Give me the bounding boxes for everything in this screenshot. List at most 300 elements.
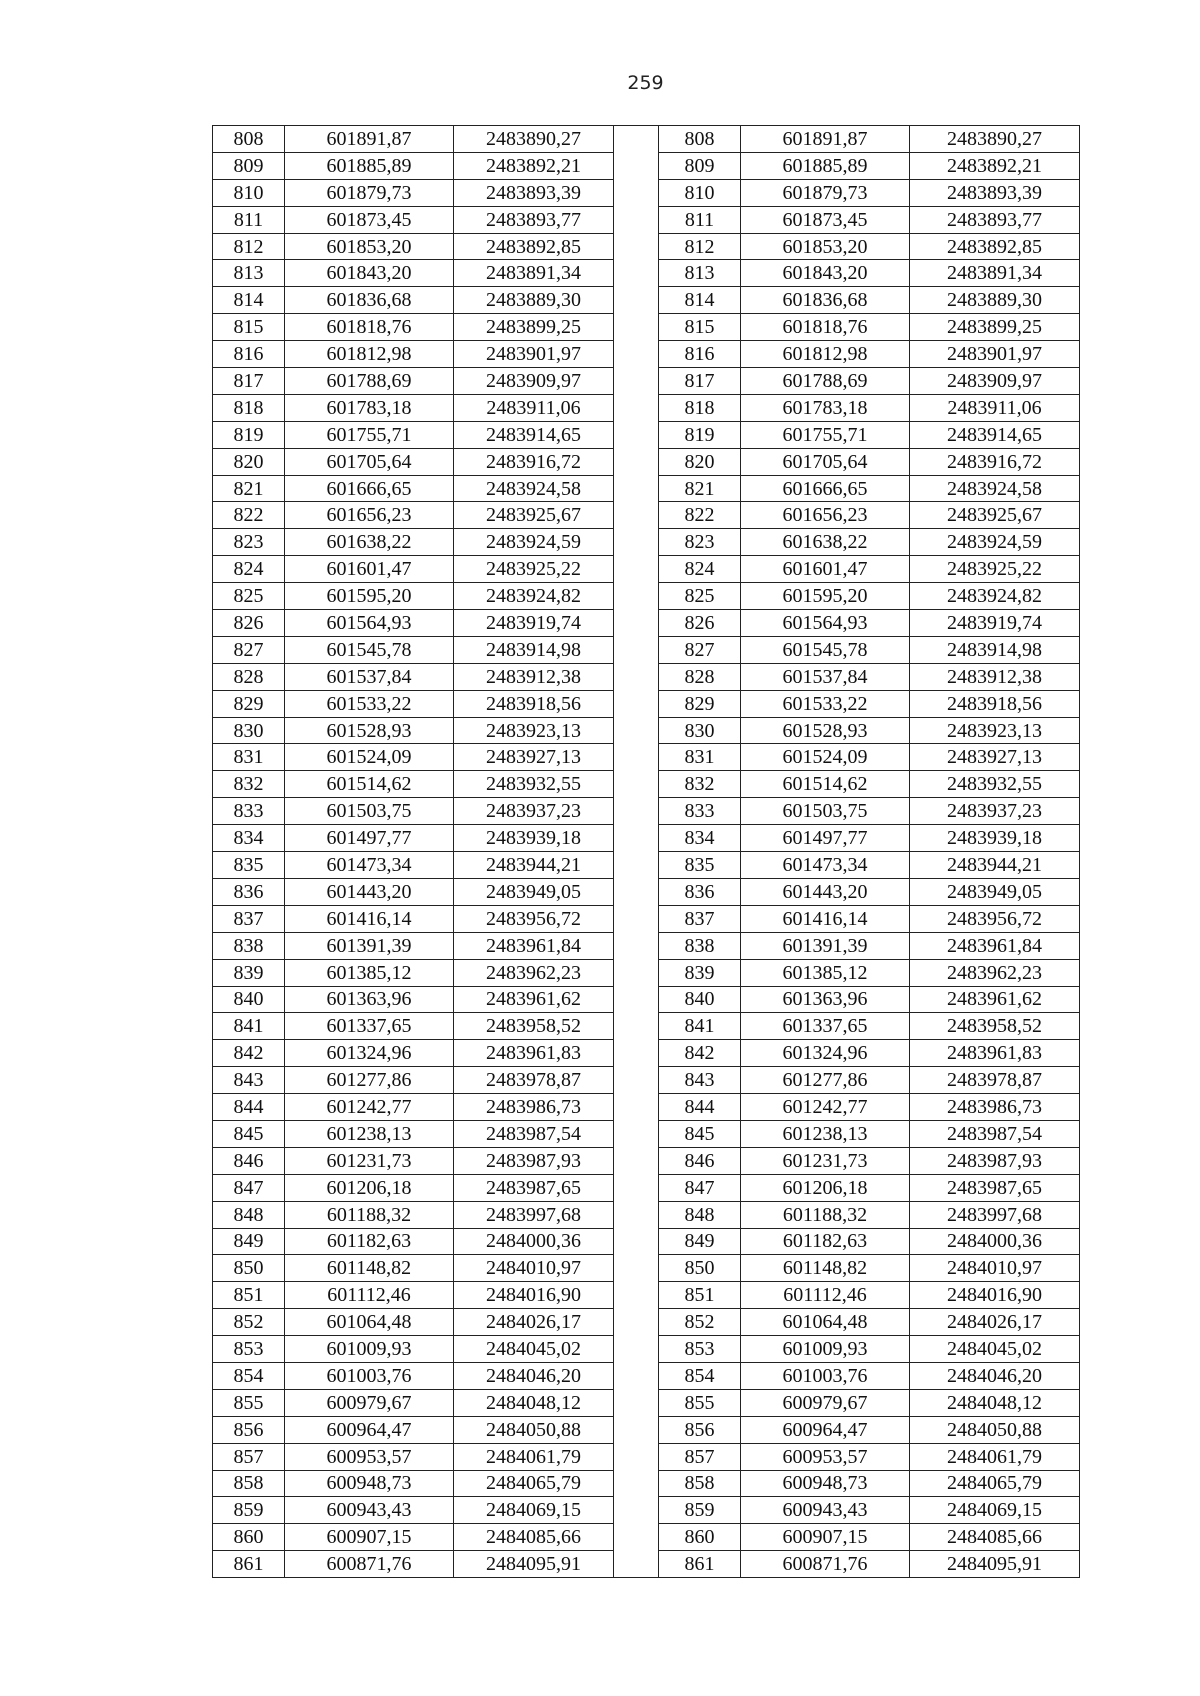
coordinates-table	[212, 125, 1080, 1578]
point-number-right-cell: 850	[659, 1255, 741, 1282]
y-coordinate-right-cell: 2483893,77	[910, 206, 1080, 233]
table-row	[213, 1120, 1080, 1147]
point-number-right-cell: 822	[659, 502, 741, 529]
y-coordinate-right-cell: 2483924,58	[910, 475, 1080, 502]
x-coordinate-left-cell: 601564,93	[285, 610, 454, 637]
y-coordinate-left-cell: 2483914,65	[454, 421, 614, 448]
y-coordinate-right-cell: 2483893,39	[910, 179, 1080, 206]
y-coordinate-right-cell: 2483924,59	[910, 529, 1080, 556]
table-row	[213, 932, 1080, 959]
point-number-left-cell: 842	[213, 1040, 285, 1067]
point-number-right-cell: 816	[659, 341, 741, 368]
point-number-right-cell: 826	[659, 610, 741, 637]
x-coordinate-left-cell: 600953,57	[285, 1443, 454, 1470]
point-number-right-cell: 829	[659, 690, 741, 717]
point-number-left-cell: 822	[213, 502, 285, 529]
y-coordinate-left-cell: 2483924,58	[454, 475, 614, 502]
y-coordinate-right-cell: 2483889,30	[910, 287, 1080, 314]
y-coordinate-left-cell: 2484061,79	[454, 1443, 614, 1470]
y-coordinate-left-cell: 2483889,30	[454, 287, 614, 314]
y-coordinate-left-cell: 2483916,72	[454, 448, 614, 475]
y-coordinate-left-cell: 2483927,13	[454, 744, 614, 771]
x-coordinate-left-cell: 601755,71	[285, 421, 454, 448]
y-coordinate-right-cell: 2484069,15	[910, 1497, 1080, 1524]
x-coordinate-left-cell: 601416,14	[285, 905, 454, 932]
x-coordinate-right-cell: 601009,93	[741, 1336, 910, 1363]
column-gap	[614, 529, 659, 556]
point-number-left-cell: 815	[213, 314, 285, 341]
point-number-left-cell: 821	[213, 475, 285, 502]
y-coordinate-right-cell: 2484050,88	[910, 1416, 1080, 1443]
x-coordinate-left-cell: 601853,20	[285, 233, 454, 260]
y-coordinate-left-cell: 2483892,85	[454, 233, 614, 260]
column-gap	[614, 798, 659, 825]
point-number-right-cell: 842	[659, 1040, 741, 1067]
y-coordinate-right-cell: 2483914,98	[910, 636, 1080, 663]
y-coordinate-right-cell: 2483901,97	[910, 341, 1080, 368]
column-gap	[614, 744, 659, 771]
table-row	[213, 1147, 1080, 1174]
x-coordinate-right-cell: 601242,77	[741, 1094, 910, 1121]
column-gap	[614, 502, 659, 529]
x-coordinate-right-cell: 601238,13	[741, 1120, 910, 1147]
y-coordinate-right-cell: 2484016,90	[910, 1282, 1080, 1309]
column-gap	[614, 1174, 659, 1201]
point-number-right-cell: 820	[659, 448, 741, 475]
y-coordinate-right-cell: 2484095,91	[910, 1551, 1080, 1578]
point-number-left-cell: 847	[213, 1174, 285, 1201]
point-number-right-cell: 835	[659, 852, 741, 879]
y-coordinate-right-cell: 2484046,20	[910, 1362, 1080, 1389]
x-coordinate-left-cell: 601891,87	[285, 126, 454, 153]
table-row	[213, 1416, 1080, 1443]
column-gap	[614, 1067, 659, 1094]
table-row	[213, 771, 1080, 798]
y-coordinate-left-cell: 2484085,66	[454, 1524, 614, 1551]
table-row	[213, 502, 1080, 529]
y-coordinate-right-cell: 2484061,79	[910, 1443, 1080, 1470]
point-number-right-cell: 847	[659, 1174, 741, 1201]
x-coordinate-left-cell: 601818,76	[285, 314, 454, 341]
point-number-left-cell: 851	[213, 1282, 285, 1309]
table-row	[213, 1067, 1080, 1094]
point-number-right-cell: 839	[659, 959, 741, 986]
column-gap	[614, 1416, 659, 1443]
y-coordinate-right-cell: 2484085,66	[910, 1524, 1080, 1551]
point-number-left-cell: 833	[213, 798, 285, 825]
x-coordinate-right-cell: 600943,43	[741, 1497, 910, 1524]
x-coordinate-right-cell: 600953,57	[741, 1443, 910, 1470]
column-gap	[614, 852, 659, 879]
table-row	[213, 1094, 1080, 1121]
page-number: 259	[627, 72, 664, 94]
y-coordinate-right-cell: 2483944,21	[910, 852, 1080, 879]
y-coordinate-right-cell: 2483932,55	[910, 771, 1080, 798]
point-number-right-cell: 848	[659, 1201, 741, 1228]
point-number-left-cell: 817	[213, 368, 285, 395]
y-coordinate-right-cell: 2483919,74	[910, 610, 1080, 637]
column-gap	[614, 825, 659, 852]
y-coordinate-left-cell: 2483987,65	[454, 1174, 614, 1201]
table-row	[213, 986, 1080, 1013]
column-gap	[614, 152, 659, 179]
point-number-left-cell: 828	[213, 663, 285, 690]
y-coordinate-left-cell: 2484065,79	[454, 1470, 614, 1497]
y-coordinate-right-cell: 2483918,56	[910, 690, 1080, 717]
point-number-right-cell: 830	[659, 717, 741, 744]
x-coordinate-right-cell: 601885,89	[741, 152, 910, 179]
point-number-left-cell: 832	[213, 771, 285, 798]
point-number-right-cell: 827	[659, 636, 741, 663]
y-coordinate-left-cell: 2483890,27	[454, 126, 614, 153]
point-number-right-cell: 857	[659, 1443, 741, 1470]
y-coordinate-left-cell: 2483958,52	[454, 1013, 614, 1040]
x-coordinate-right-cell: 601112,46	[741, 1282, 910, 1309]
point-number-right-cell: 844	[659, 1094, 741, 1121]
point-number-left-cell: 861	[213, 1551, 285, 1578]
y-coordinate-right-cell: 2484048,12	[910, 1389, 1080, 1416]
x-coordinate-left-cell: 601843,20	[285, 260, 454, 287]
x-coordinate-left-cell: 601391,39	[285, 932, 454, 959]
x-coordinate-left-cell: 600948,73	[285, 1470, 454, 1497]
point-number-left-cell: 855	[213, 1389, 285, 1416]
column-gap	[614, 341, 659, 368]
table-row	[213, 610, 1080, 637]
x-coordinate-right-cell: 601473,34	[741, 852, 910, 879]
x-coordinate-right-cell: 601188,32	[741, 1201, 910, 1228]
table-row	[213, 341, 1080, 368]
column-gap	[614, 959, 659, 986]
column-gap	[614, 394, 659, 421]
y-coordinate-right-cell: 2483924,82	[910, 583, 1080, 610]
column-gap	[614, 1282, 659, 1309]
column-gap	[614, 1147, 659, 1174]
x-coordinate-left-cell: 601656,23	[285, 502, 454, 529]
column-gap	[614, 1094, 659, 1121]
y-coordinate-right-cell: 2483961,83	[910, 1040, 1080, 1067]
x-coordinate-left-cell: 601231,73	[285, 1147, 454, 1174]
y-coordinate-right-cell: 2483987,65	[910, 1174, 1080, 1201]
point-number-left-cell: 808	[213, 126, 285, 153]
x-coordinate-right-cell: 601385,12	[741, 959, 910, 986]
point-number-right-cell: 814	[659, 287, 741, 314]
y-coordinate-right-cell: 2483925,67	[910, 502, 1080, 529]
y-coordinate-right-cell: 2483891,34	[910, 260, 1080, 287]
x-coordinate-left-cell: 600979,67	[285, 1389, 454, 1416]
x-coordinate-left-cell: 600943,43	[285, 1497, 454, 1524]
x-coordinate-left-cell: 601242,77	[285, 1094, 454, 1121]
x-coordinate-left-cell: 601537,84	[285, 663, 454, 690]
table-row	[213, 1443, 1080, 1470]
x-coordinate-left-cell: 601595,20	[285, 583, 454, 610]
column-gap	[614, 905, 659, 932]
column-gap	[614, 771, 659, 798]
y-coordinate-left-cell: 2483925,22	[454, 556, 614, 583]
table-row	[213, 690, 1080, 717]
x-coordinate-left-cell: 600907,15	[285, 1524, 454, 1551]
y-coordinate-right-cell: 2483956,72	[910, 905, 1080, 932]
point-number-left-cell: 853	[213, 1336, 285, 1363]
y-coordinate-left-cell: 2483961,62	[454, 986, 614, 1013]
table-row	[213, 1524, 1080, 1551]
column-gap	[614, 717, 659, 744]
x-coordinate-right-cell: 601853,20	[741, 233, 910, 260]
y-coordinate-left-cell: 2484048,12	[454, 1389, 614, 1416]
y-coordinate-left-cell: 2483909,97	[454, 368, 614, 395]
x-coordinate-left-cell: 601879,73	[285, 179, 454, 206]
table-row	[213, 878, 1080, 905]
x-coordinate-right-cell: 601595,20	[741, 583, 910, 610]
x-coordinate-left-cell: 601064,48	[285, 1309, 454, 1336]
column-gap	[614, 260, 659, 287]
y-coordinate-left-cell: 2483961,84	[454, 932, 614, 959]
y-coordinate-right-cell: 2483899,25	[910, 314, 1080, 341]
y-coordinate-left-cell: 2483923,13	[454, 717, 614, 744]
x-coordinate-left-cell: 601385,12	[285, 959, 454, 986]
y-coordinate-left-cell: 2484045,02	[454, 1336, 614, 1363]
x-coordinate-right-cell: 601812,98	[741, 341, 910, 368]
x-coordinate-left-cell: 601206,18	[285, 1174, 454, 1201]
y-coordinate-left-cell: 2483961,83	[454, 1040, 614, 1067]
point-number-left-cell: 827	[213, 636, 285, 663]
point-number-left-cell: 809	[213, 152, 285, 179]
point-number-right-cell: 837	[659, 905, 741, 932]
y-coordinate-left-cell: 2483986,73	[454, 1094, 614, 1121]
point-number-right-cell: 846	[659, 1147, 741, 1174]
point-number-left-cell: 840	[213, 986, 285, 1013]
x-coordinate-right-cell: 601788,69	[741, 368, 910, 395]
point-number-right-cell: 845	[659, 1120, 741, 1147]
column-gap	[614, 368, 659, 395]
x-coordinate-left-cell: 601324,96	[285, 1040, 454, 1067]
table-row	[213, 126, 1080, 153]
y-coordinate-right-cell: 2483892,21	[910, 152, 1080, 179]
table-row	[213, 1362, 1080, 1389]
point-number-right-cell: 856	[659, 1416, 741, 1443]
point-number-left-cell: 848	[213, 1201, 285, 1228]
point-number-left-cell: 850	[213, 1255, 285, 1282]
column-gap	[614, 1443, 659, 1470]
column-gap	[614, 179, 659, 206]
table-row	[213, 448, 1080, 475]
point-number-left-cell: 860	[213, 1524, 285, 1551]
y-coordinate-left-cell: 2484016,90	[454, 1282, 614, 1309]
x-coordinate-right-cell: 601391,39	[741, 932, 910, 959]
table-row	[213, 1282, 1080, 1309]
point-number-right-cell: 817	[659, 368, 741, 395]
y-coordinate-left-cell: 2483901,97	[454, 341, 614, 368]
point-number-right-cell: 811	[659, 206, 741, 233]
table-row	[213, 314, 1080, 341]
table-row	[213, 421, 1080, 448]
table-row	[213, 1551, 1080, 1578]
x-coordinate-right-cell: 601514,62	[741, 771, 910, 798]
point-number-left-cell: 814	[213, 287, 285, 314]
table-row	[213, 233, 1080, 260]
table-row	[213, 1470, 1080, 1497]
y-coordinate-left-cell: 2483911,06	[454, 394, 614, 421]
point-number-left-cell: 826	[213, 610, 285, 637]
point-number-left-cell: 835	[213, 852, 285, 879]
x-coordinate-left-cell: 601601,47	[285, 556, 454, 583]
point-number-right-cell: 821	[659, 475, 741, 502]
x-coordinate-right-cell: 600907,15	[741, 1524, 910, 1551]
point-number-left-cell: 823	[213, 529, 285, 556]
y-coordinate-left-cell: 2484026,17	[454, 1309, 614, 1336]
y-coordinate-right-cell: 2484065,79	[910, 1470, 1080, 1497]
y-coordinate-right-cell: 2484010,97	[910, 1255, 1080, 1282]
y-coordinate-left-cell: 2483987,54	[454, 1120, 614, 1147]
table-row	[213, 663, 1080, 690]
y-coordinate-right-cell: 2483961,62	[910, 986, 1080, 1013]
point-number-right-cell: 808	[659, 126, 741, 153]
table-row	[213, 1201, 1080, 1228]
table-row	[213, 368, 1080, 395]
point-number-right-cell: 854	[659, 1362, 741, 1389]
y-coordinate-right-cell: 2483937,23	[910, 798, 1080, 825]
y-coordinate-right-cell: 2483890,27	[910, 126, 1080, 153]
point-number-right-cell: 832	[659, 771, 741, 798]
y-coordinate-right-cell: 2483949,05	[910, 878, 1080, 905]
x-coordinate-right-cell: 601337,65	[741, 1013, 910, 1040]
point-number-right-cell: 861	[659, 1551, 741, 1578]
x-coordinate-right-cell: 600871,76	[741, 1551, 910, 1578]
column-gap	[614, 1524, 659, 1551]
point-number-left-cell: 857	[213, 1443, 285, 1470]
y-coordinate-right-cell: 2483961,84	[910, 932, 1080, 959]
x-coordinate-right-cell: 600979,67	[741, 1389, 910, 1416]
x-coordinate-left-cell: 601497,77	[285, 825, 454, 852]
x-coordinate-left-cell: 601503,75	[285, 798, 454, 825]
x-coordinate-right-cell: 601148,82	[741, 1255, 910, 1282]
coordinates-table-body	[213, 126, 1080, 1578]
y-coordinate-right-cell: 2483892,85	[910, 233, 1080, 260]
column-gap	[614, 1228, 659, 1255]
y-coordinate-right-cell: 2483987,93	[910, 1147, 1080, 1174]
x-coordinate-right-cell: 601705,64	[741, 448, 910, 475]
y-coordinate-right-cell: 2483911,06	[910, 394, 1080, 421]
point-number-left-cell: 852	[213, 1309, 285, 1336]
y-coordinate-right-cell: 2483909,97	[910, 368, 1080, 395]
point-number-right-cell: 852	[659, 1309, 741, 1336]
table-row	[213, 744, 1080, 771]
point-number-left-cell: 836	[213, 878, 285, 905]
point-number-right-cell: 809	[659, 152, 741, 179]
point-number-right-cell: 849	[659, 1228, 741, 1255]
point-number-left-cell: 834	[213, 825, 285, 852]
y-coordinate-right-cell: 2483914,65	[910, 421, 1080, 448]
y-coordinate-left-cell: 2484050,88	[454, 1416, 614, 1443]
x-coordinate-left-cell: 601545,78	[285, 636, 454, 663]
y-coordinate-right-cell: 2483927,13	[910, 744, 1080, 771]
x-coordinate-right-cell: 601497,77	[741, 825, 910, 852]
point-number-right-cell: 812	[659, 233, 741, 260]
point-number-left-cell: 818	[213, 394, 285, 421]
x-coordinate-right-cell: 601783,18	[741, 394, 910, 421]
point-number-right-cell: 833	[659, 798, 741, 825]
x-coordinate-right-cell: 601836,68	[741, 287, 910, 314]
y-coordinate-right-cell: 2483962,23	[910, 959, 1080, 986]
table-row	[213, 825, 1080, 852]
table-row	[213, 1174, 1080, 1201]
x-coordinate-right-cell: 601443,20	[741, 878, 910, 905]
table-row	[213, 1497, 1080, 1524]
y-coordinate-left-cell: 2483893,39	[454, 179, 614, 206]
column-gap	[614, 126, 659, 153]
x-coordinate-right-cell: 601231,73	[741, 1147, 910, 1174]
x-coordinate-right-cell: 601818,76	[741, 314, 910, 341]
y-coordinate-right-cell: 2483958,52	[910, 1013, 1080, 1040]
point-number-right-cell: 810	[659, 179, 741, 206]
y-coordinate-right-cell: 2483987,54	[910, 1120, 1080, 1147]
column-gap	[614, 690, 659, 717]
x-coordinate-left-cell: 601873,45	[285, 206, 454, 233]
point-number-left-cell: 824	[213, 556, 285, 583]
column-gap	[614, 1201, 659, 1228]
x-coordinate-left-cell: 601524,09	[285, 744, 454, 771]
point-number-left-cell: 812	[213, 233, 285, 260]
x-coordinate-left-cell: 601533,22	[285, 690, 454, 717]
x-coordinate-left-cell: 601148,82	[285, 1255, 454, 1282]
x-coordinate-right-cell: 601879,73	[741, 179, 910, 206]
y-coordinate-left-cell: 2484069,15	[454, 1497, 614, 1524]
x-coordinate-left-cell: 601443,20	[285, 878, 454, 905]
point-number-right-cell: 840	[659, 986, 741, 1013]
column-gap	[614, 1470, 659, 1497]
point-number-right-cell: 860	[659, 1524, 741, 1551]
column-gap	[614, 1362, 659, 1389]
y-coordinate-left-cell: 2483956,72	[454, 905, 614, 932]
y-coordinate-left-cell: 2483937,23	[454, 798, 614, 825]
column-gap	[614, 1120, 659, 1147]
table-row	[213, 529, 1080, 556]
x-coordinate-left-cell: 601238,13	[285, 1120, 454, 1147]
y-coordinate-right-cell: 2483925,22	[910, 556, 1080, 583]
y-coordinate-left-cell: 2483944,21	[454, 852, 614, 879]
point-number-left-cell: 843	[213, 1067, 285, 1094]
x-coordinate-left-cell: 601514,62	[285, 771, 454, 798]
y-coordinate-right-cell: 2483997,68	[910, 1201, 1080, 1228]
y-coordinate-right-cell: 2483978,87	[910, 1067, 1080, 1094]
column-gap	[614, 932, 659, 959]
table-row	[213, 1040, 1080, 1067]
x-coordinate-left-cell: 601277,86	[285, 1067, 454, 1094]
point-number-left-cell: 825	[213, 583, 285, 610]
table-row	[213, 1389, 1080, 1416]
x-coordinate-right-cell: 601064,48	[741, 1309, 910, 1336]
column-gap	[614, 1309, 659, 1336]
y-coordinate-left-cell: 2483919,74	[454, 610, 614, 637]
y-coordinate-left-cell: 2483962,23	[454, 959, 614, 986]
y-coordinate-right-cell: 2484045,02	[910, 1336, 1080, 1363]
x-coordinate-right-cell: 601206,18	[741, 1174, 910, 1201]
x-coordinate-right-cell: 601416,14	[741, 905, 910, 932]
y-coordinate-left-cell: 2483925,67	[454, 502, 614, 529]
y-coordinate-left-cell: 2483914,98	[454, 636, 614, 663]
x-coordinate-left-cell: 601009,93	[285, 1336, 454, 1363]
y-coordinate-left-cell: 2483892,21	[454, 152, 614, 179]
table-row	[213, 556, 1080, 583]
point-number-right-cell: 815	[659, 314, 741, 341]
x-coordinate-left-cell: 601363,96	[285, 986, 454, 1013]
y-coordinate-left-cell: 2483891,34	[454, 260, 614, 287]
table-row	[213, 1309, 1080, 1336]
column-gap	[614, 448, 659, 475]
y-coordinate-right-cell: 2483923,13	[910, 717, 1080, 744]
column-gap	[614, 663, 659, 690]
x-coordinate-left-cell: 600964,47	[285, 1416, 454, 1443]
x-coordinate-right-cell: 601545,78	[741, 636, 910, 663]
